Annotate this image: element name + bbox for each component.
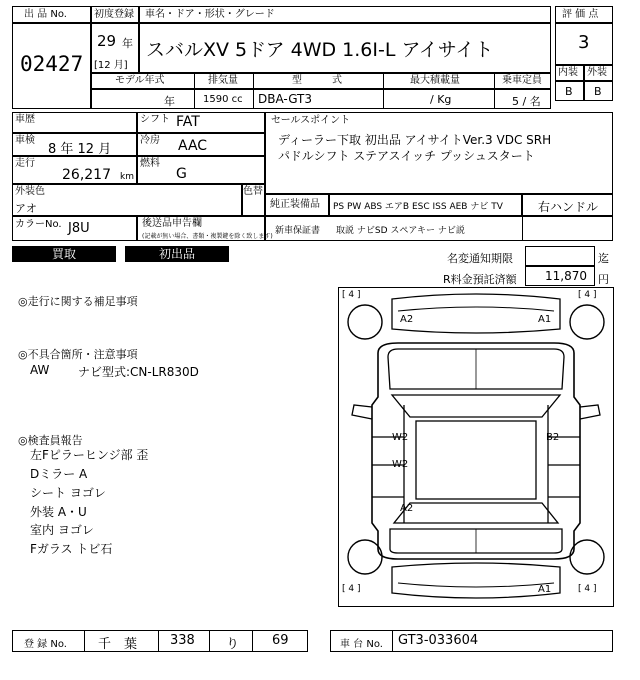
tire-rr-tread: [ 4 ] [578, 584, 597, 594]
damage-left-front-door: W2 [392, 432, 409, 443]
sales-points-label: セールスポイント [271, 115, 351, 126]
equipment-items: PS PW ABS エアB ESC ISS AEB ナビ TV [333, 202, 503, 212]
exterior-label: 外装 [587, 67, 607, 78]
tire-rl-tread: [ 4 ] [342, 584, 361, 594]
capacity-label: 乗車定員 [502, 75, 542, 86]
spec-divider-2 [253, 73, 254, 109]
inspection-value: 8 年 12 月 [48, 142, 112, 157]
tire-fl-tread: [ 4 ] [342, 290, 361, 300]
interior-grade: B [565, 85, 573, 98]
max-load-label: 最大積載量 [410, 75, 460, 86]
type-label: 型 式 [292, 75, 342, 86]
reg-divider-3 [209, 630, 210, 652]
sales-points-line2: パドルシフト ステアスイッチ プッシュスタート [278, 149, 535, 163]
model-year-unit: 年 [164, 95, 175, 108]
fuel-label: 燃料 [140, 158, 160, 169]
warranty-label: 新車保証書 [275, 226, 321, 236]
defect-notes-title: ◎不具合箇所・注意事項 [18, 348, 138, 361]
recycle-value: 11,870 [545, 269, 587, 283]
first-reg-month: [12 月] [94, 60, 128, 71]
front-bumper [392, 294, 560, 333]
grade-label: 評 価 点 [562, 9, 599, 20]
color-no-value: J8U [68, 221, 90, 236]
notice-suffix: 迄 [598, 252, 609, 265]
spec-divider-1 [194, 73, 195, 109]
shift-label: シフト [140, 114, 170, 125]
reg-area: 千 葉 [98, 637, 138, 652]
max-load-value: / Kg [430, 93, 452, 106]
first-reg-label: 初度登録 [94, 9, 134, 20]
reg-kana: り [226, 637, 240, 652]
inspector-title: ◎検査員報告 [18, 434, 83, 447]
exterior-grade: B [594, 85, 602, 98]
tire-front-left [348, 305, 382, 339]
steering-value: 右ハンドル [538, 200, 599, 214]
inspection-label: 車検 [15, 135, 35, 146]
manual-items: 取説 ナビSD スペアキー ナビ説 [336, 226, 465, 236]
lot-label: 出 品 No. [24, 9, 67, 20]
damage-left-rear-door: W2 [392, 459, 409, 470]
mileage-label: 走行 [15, 158, 35, 169]
docs-label: 後送品申告欄 [142, 218, 202, 229]
roof [416, 421, 536, 499]
color-label: 外装色 [15, 186, 45, 197]
first-listing-bar: 初出品 [125, 246, 229, 262]
car-label: 車名・ドア・形状・グレード [145, 9, 275, 20]
displacement-label: 排気量 [208, 75, 238, 86]
lot-number: 02427 [20, 52, 84, 76]
warranty-divider [522, 216, 523, 241]
inspector-item: シート ヨゴレ [30, 486, 106, 500]
rear-window [394, 503, 558, 523]
chassis-divider [392, 630, 393, 652]
notice-label: 名変通知期限 [447, 252, 513, 265]
mirror-right [580, 405, 600, 419]
mileage-unit: km [120, 172, 134, 182]
defect-navi: ナビ型式:CN-LR830D [78, 365, 199, 379]
rear-bumper [392, 563, 560, 598]
damage-front-bumper-a1: A1 [538, 314, 552, 325]
color-box [12, 184, 242, 216]
sales-points-line1: ディーラー下取 初出品 アイサイトVer.3 VDC SRH [278, 133, 552, 147]
ac-label: 冷房 [140, 135, 160, 146]
color-change-label: 色替 [243, 186, 263, 197]
recycle-unit: 円 [598, 273, 609, 286]
car-name: スバルXV 5ドア 4WD 1.6I-L アイサイト [146, 39, 494, 61]
inspector-item: 外装 A・U [30, 505, 87, 519]
damage-left-quarter: A2 [400, 503, 414, 514]
spec-divider-3 [383, 73, 384, 109]
tire-rear-right [570, 540, 604, 574]
grade-value: 3 [578, 32, 590, 53]
interior-label: 内装 [558, 67, 578, 78]
model-year-label: モデル年式 [115, 75, 165, 86]
spec-value-row [91, 89, 551, 109]
reg-divider-2 [158, 630, 159, 652]
chassis-label: 車 台 No. [340, 639, 383, 650]
equipment-label: 純正装備品 [270, 199, 320, 210]
damage-rear-bumper-a1: A1 [538, 584, 552, 595]
inspector-item: 左Fピラーヒンジ部 歪 [30, 448, 149, 462]
inspector-item: Dミラー A [30, 467, 88, 481]
reg-number: 69 [272, 633, 289, 648]
reg-divider-1 [84, 630, 85, 652]
spec-divider-4 [494, 73, 495, 109]
mirror-left [352, 405, 372, 419]
ac-value: AAC [178, 138, 208, 154]
first-reg-year: 29 [97, 32, 117, 50]
first-reg-year-unit: 年 [122, 37, 133, 50]
reg-divider-4 [252, 630, 253, 652]
docs-note: (記載が無い場合、書類・複製鍵を除く致します) [142, 233, 273, 240]
chassis-number: GT3-033604 [398, 633, 479, 648]
tire-rear-left [348, 540, 382, 574]
fuel-value: G [176, 166, 187, 182]
buy-bar: 買取 [12, 246, 116, 262]
defect-aw: AW [30, 363, 50, 377]
tire-fr-tread: [ 4 ] [578, 290, 597, 300]
damage-front-bumper-a2: A2 [400, 314, 414, 325]
color-no-label: カラーNo. [15, 219, 62, 230]
inspector-item: 室内 ヨゴレ [30, 523, 94, 537]
history-label: 車歴 [15, 114, 35, 125]
notice-box [525, 246, 595, 266]
windshield [392, 395, 560, 417]
mileage-value: 26,217 [62, 167, 111, 183]
tire-front-right [570, 305, 604, 339]
driving-notes-title: ◎走行に関する補足事項 [18, 295, 138, 308]
recycle-label: R料金預託済額 [443, 273, 517, 286]
reg-label: 登 録 No. [24, 639, 67, 650]
shift-value: FAT [176, 114, 200, 130]
type-value: DBA-GT3 [258, 92, 313, 106]
car-diagram [338, 287, 614, 607]
inspector-item: Fガラス トビ石 [30, 542, 113, 556]
reg-class: 338 [170, 633, 195, 648]
capacity-value: 5 / 名 [512, 95, 541, 108]
displacement-value: 1590 cc [203, 94, 243, 105]
color-value: アオ [15, 202, 37, 215]
damage-right-front-door: B2 [546, 432, 560, 443]
